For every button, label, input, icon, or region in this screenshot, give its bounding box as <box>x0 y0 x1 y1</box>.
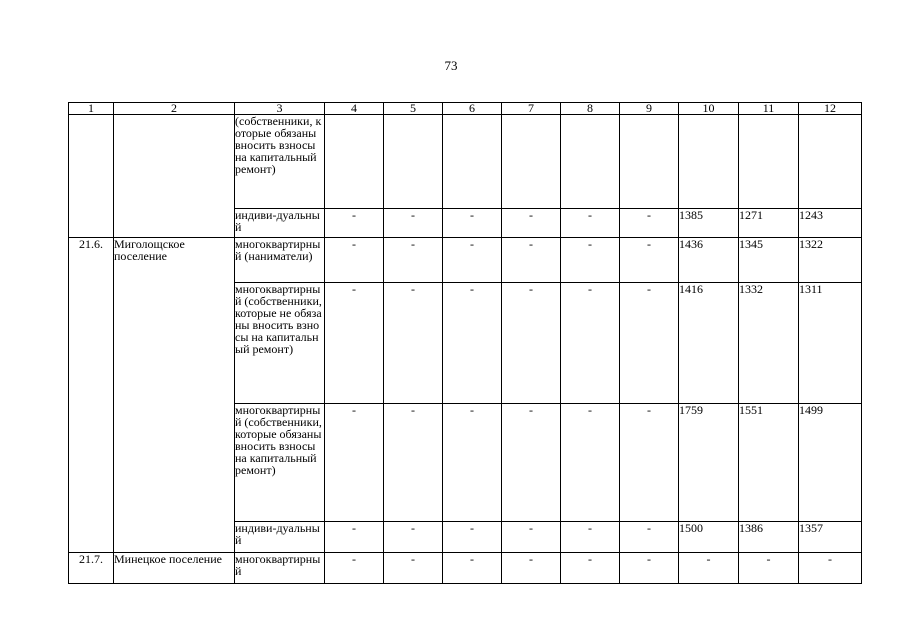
value-cell: - <box>502 283 561 404</box>
value-cell: 1759 <box>679 404 739 522</box>
value-cell: - <box>739 553 799 584</box>
value-cell: - <box>325 238 384 283</box>
value-cell: - <box>620 522 679 553</box>
settlement-cell <box>114 115 235 238</box>
value-cell: - <box>384 404 443 522</box>
value-cell: - <box>384 522 443 553</box>
value-cell: - <box>561 209 620 238</box>
value-cell: 1243 <box>799 209 862 238</box>
value-cell: - <box>620 209 679 238</box>
value-cell <box>620 115 679 209</box>
col-header-1: 1 <box>69 103 114 115</box>
col-header-10: 10 <box>679 103 739 115</box>
value-cell <box>443 115 502 209</box>
table-row <box>69 115 862 209</box>
col-header-3: 3 <box>235 103 325 115</box>
value-cell: - <box>443 553 502 584</box>
value-cell: - <box>443 283 502 404</box>
value-cell: 1357 <box>799 522 862 553</box>
value-cell: 1436 <box>679 238 739 283</box>
value-cell: 1385 <box>679 209 739 238</box>
value-cell: - <box>502 209 561 238</box>
housing-type-cell: многоквартирный (собственники, которые не обязаны вносить взносы на капитальный ремонт) <box>235 283 325 404</box>
value-cell: 1551 <box>739 404 799 522</box>
value-cell: - <box>443 404 502 522</box>
housing-type-cell: индиви-дуальный <box>235 209 325 238</box>
value-cell: - <box>561 238 620 283</box>
value-cell <box>325 115 384 209</box>
value-cell: - <box>443 209 502 238</box>
value-cell: - <box>561 283 620 404</box>
value-cell: 1345 <box>739 238 799 283</box>
value-cell <box>502 115 561 209</box>
table-row <box>69 553 862 584</box>
header-row <box>69 103 862 115</box>
value-cell: 1416 <box>679 283 739 404</box>
housing-type-cell: (собственники, которые обязаны вносить взносы на капитальный ремонт) <box>235 115 325 209</box>
value-cell: - <box>502 238 561 283</box>
value-cell: - <box>502 404 561 522</box>
value-cell: - <box>620 238 679 283</box>
value-cell: - <box>502 553 561 584</box>
housing-type-cell: многоквартирный (наниматели) <box>235 238 325 283</box>
value-cell <box>679 115 739 209</box>
col-header-5: 5 <box>384 103 443 115</box>
value-cell: 1322 <box>799 238 862 283</box>
col-header-8: 8 <box>561 103 620 115</box>
value-cell: 1271 <box>739 209 799 238</box>
value-cell: - <box>384 238 443 283</box>
housing-type-cell: многоквартирный <box>235 553 325 584</box>
value-cell: 1500 <box>679 522 739 553</box>
col-header-12: 12 <box>799 103 862 115</box>
value-cell: - <box>325 209 384 238</box>
value-cell <box>739 115 799 209</box>
value-cell <box>799 115 862 209</box>
value-cell: - <box>620 553 679 584</box>
col-header-4: 4 <box>325 103 384 115</box>
value-cell: - <box>561 553 620 584</box>
value-cell: - <box>561 522 620 553</box>
tariff-table <box>68 102 862 584</box>
col-header-7: 7 <box>502 103 561 115</box>
housing-type-cell: индиви-дуальный <box>235 522 325 553</box>
row-number-cell: 21.6. <box>69 238 114 553</box>
value-cell <box>384 115 443 209</box>
value-cell: - <box>325 522 384 553</box>
value-cell: - <box>799 553 862 584</box>
table-row <box>69 238 862 283</box>
page-number: 73 <box>444 58 458 73</box>
value-cell: 1386 <box>739 522 799 553</box>
value-cell: - <box>325 404 384 522</box>
value-cell: - <box>620 283 679 404</box>
value-cell: - <box>502 522 561 553</box>
value-cell: - <box>384 553 443 584</box>
col-header-9: 9 <box>620 103 679 115</box>
value-cell: - <box>384 209 443 238</box>
value-cell <box>561 115 620 209</box>
col-header-11: 11 <box>739 103 799 115</box>
value-cell: - <box>384 283 443 404</box>
housing-type-cell: многоквартирный (собственники, которые обязаны вносить взносы на капитальный ремонт) <box>235 404 325 522</box>
settlement-cell: Минецкое поселение <box>114 553 235 584</box>
value-cell: - <box>679 553 739 584</box>
value-cell: - <box>561 404 620 522</box>
value-cell: - <box>325 283 384 404</box>
value-cell: - <box>443 522 502 553</box>
value-cell: - <box>443 238 502 283</box>
value-cell: 1499 <box>799 404 862 522</box>
row-number-cell: 21.7. <box>69 553 114 584</box>
col-header-2: 2 <box>114 103 235 115</box>
row-number-cell <box>69 115 114 238</box>
col-header-6: 6 <box>443 103 502 115</box>
value-cell: - <box>325 553 384 584</box>
settlement-cell: Миголощское поселение <box>114 238 235 553</box>
value-cell: - <box>620 404 679 522</box>
value-cell: 1332 <box>739 283 799 404</box>
value-cell: 1311 <box>799 283 862 404</box>
